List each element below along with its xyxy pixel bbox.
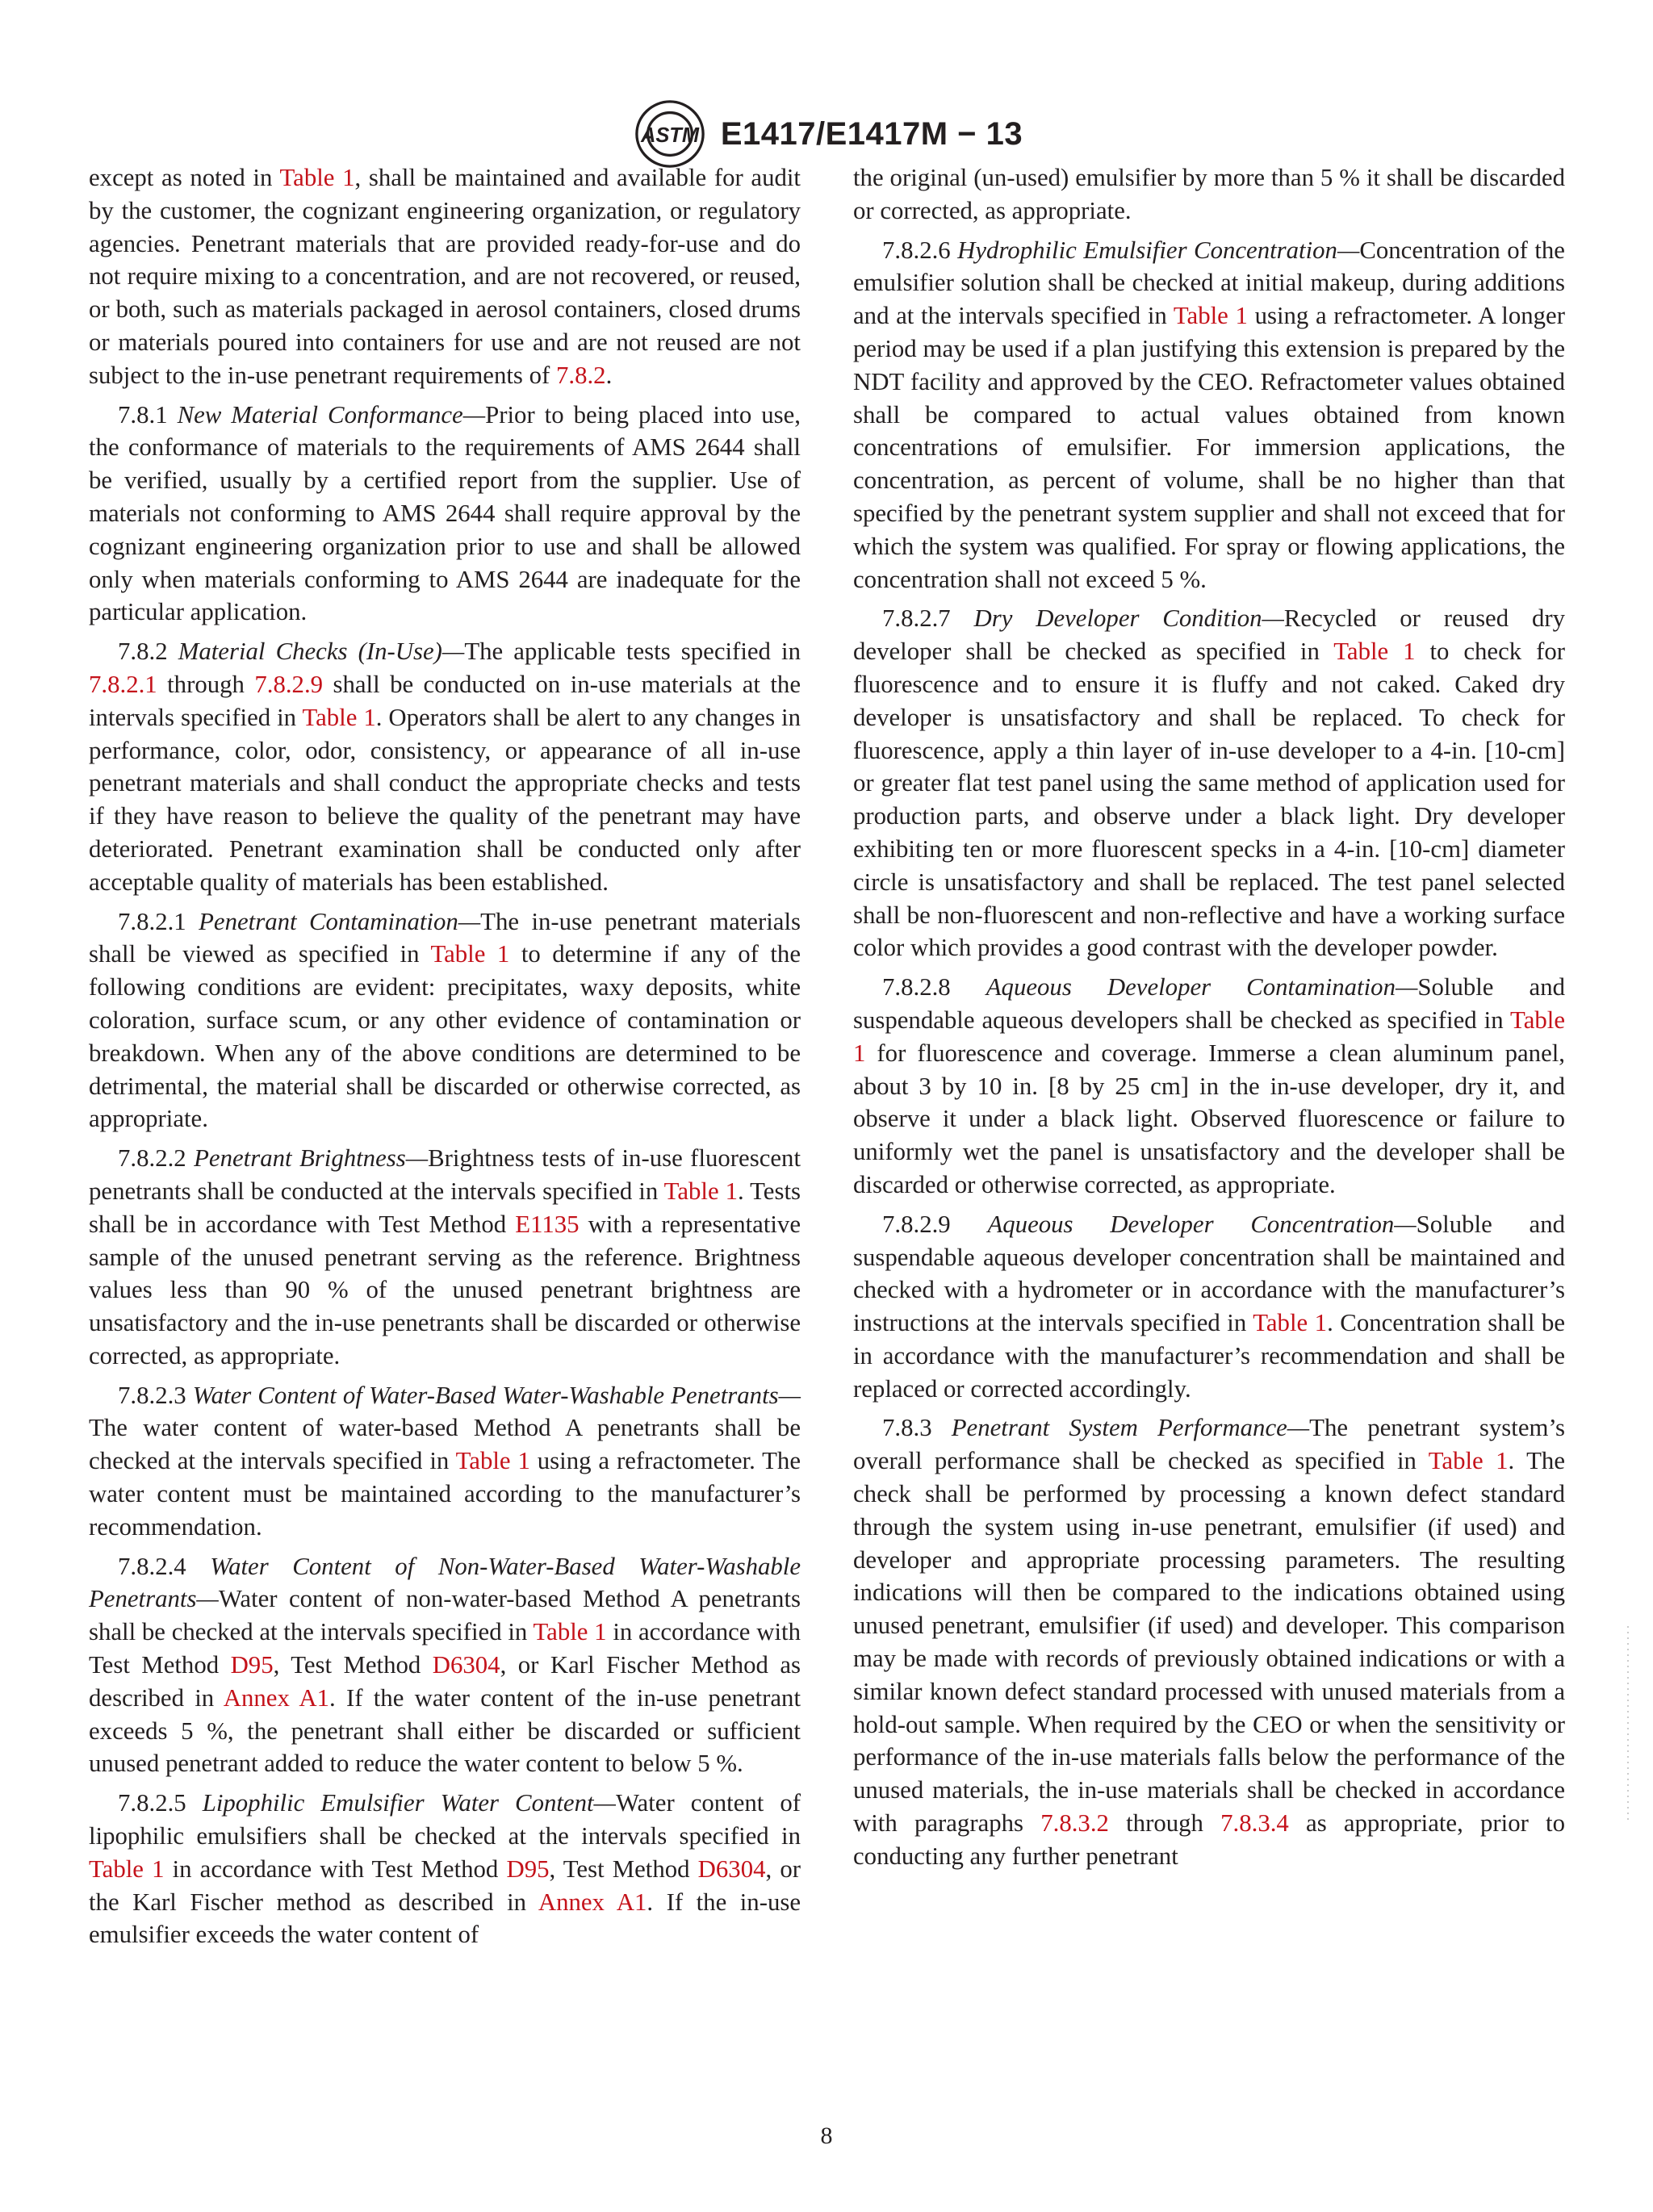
- paragraph-7-8-2-3: 7.8.2.3 Water Content of Water-Based Water-Washable Penetrants—The water content of water-based Method A penetrants shall be checked at the intervals specified in Table 1 using a refractometer. The water content must be maintained according to the manufacturer’s recommendation.: [89, 1381, 801, 1541]
- link-annex-a1[interactable]: Annex A1: [538, 1888, 647, 1916]
- heading-new-material-conformance: New Material Conformance—: [177, 400, 486, 429]
- paragraph-7-8-2-2: 7.8.2.2 Penetrant Brightness—Brightness tests of in-use fluorescent penetrants shall be conducted at the intervals specified in Table 1. Tests shall be in accordance with Test Method E1135 with a representative sample of the unused penetrant serving as the reference. Brightness values less than 90 % of the unused penetrant brightness are unsatisfactory and the in-use penetrants shall be discarded or otherwise corrected, as appropriate.: [89, 1144, 801, 1369]
- link-7-8-2-9[interactable]: 7.8.2.9: [254, 670, 324, 698]
- page-number: 8: [820, 2122, 833, 2149]
- paragraph-7-8-2-1: 7.8.2.1 Penetrant Contamination—The in-use penetrant materials shall be viewed as specified in Table 1 to determine if any of the following conditions are evident: precipitates, waxy deposits, white coloration, surface scum, or any other evidence of contamination or breakdown. When any of the above conditions are determined to be detrimental, the material shall be discarded or otherwise corrected, as appropriate.: [89, 907, 801, 1133]
- astm-logo-icon: [630, 97, 709, 171]
- link-7-8-2[interactable]: 7.8.2: [555, 361, 606, 389]
- link-table-1[interactable]: Table 1: [1253, 1309, 1328, 1337]
- heading-water-content-water-based: Water Content of Water-Based Water-Washable Penetrants—: [192, 1381, 801, 1409]
- paragraph-7-8-2-9: 7.8.2.9 Aqueous Developer Concentration—Soluble and suspendable aqueous developer concentration shall be maintained and checked with a hydrometer or in accordance with the manufacturer’s instructions at the intervals specified in Table 1. Concentration shall be in accordance with the manufacturer’s recommendation and shall be replaced or corrected accordingly.: [853, 1210, 1566, 1403]
- link-7-8-3-2[interactable]: 7.8.3.2: [1040, 1809, 1109, 1838]
- link-e1135[interactable]: E1135: [515, 1210, 580, 1238]
- link-d6304[interactable]: D6304: [432, 1651, 500, 1679]
- right-column: [853, 161, 1565, 1873]
- heading-material-checks: Material Checks (In-Use)—: [178, 638, 465, 666]
- link-table-1[interactable]: Table 1: [1173, 302, 1248, 330]
- paragraph-7-8-2-4: 7.8.2.4 Water Content of Non-Water-Based Water-Washable Penetrants—Water content of non-water-based Method A penetrants shall be checked at the intervals specified in Table 1 in accordance with Test Method D95, Test Method D6304, or Karl Fischer Method as described in Annex A1. If the water content of the in-use penetrant exceeds 5 %, the penetrant shall either be discarded or sufficient unused penetrant added to reduce the water content to below 5 %.: [89, 1552, 801, 1778]
- paragraph-7-8-2-6: 7.8.2.6 Hydrophilic Emulsifier Concentration—Concentration of the emulsifier solution shall be checked at initial makeup, during additions and at the intervals specified in Table 1 using a refractometer. A longer period may be used if a plan justifying this extension is prepared by the NDT facility and approved by the CEO. Refractometer values obtained shall be compared to actual values obtained from known concentrations of emulsifier. For immersion applications, the concentration, as percent of volume, shall be no higher than that specified by the penetrant system supplier and shall not exceed that for which the system was qualified. For spray or flowing applications, the concentration shall not exceed 5 %.: [853, 236, 1565, 593]
- heading-penetrant-brightness: Penetrant Brightness—: [194, 1144, 429, 1173]
- link-table-1[interactable]: Table 1: [533, 1618, 607, 1646]
- link-7-8-3-4[interactable]: 7.8.3.4: [1220, 1809, 1289, 1838]
- link-table-1[interactable]: Table 1: [430, 940, 510, 968]
- paragraph-7-8-2: 7.8.2 Material Checks (In-Use)—The applicable tests specified in 7.8.2.1 through 7.8.2.9 shall be conducted on in-use materials at the intervals specified in Table 1. Operators shall be alert to any changes in performance, color, odor, consistency, or appearance of all in-use penetrant materials and shall conduct the appropriate checks and tests if they have reason to believe the quality of the penetrant may have deteriorated. Penetrant examination shall be conducted only after acceptable quality of materials has been established.: [89, 638, 801, 896]
- heading-hydrophilic-emulsifier-concentration: Hydrophilic Emulsifier Concentration—: [957, 236, 1360, 264]
- paragraph-7-8-2-5-continued: the original (un-used) emulsifier by more than 5 % it shall be discarded or corrected, as appropriate.: [853, 164, 1565, 224]
- paragraph-7-8-1: 7.8.1 New Material Conformance—Prior to being placed into use, the conformance of materials to the requirements of AMS 2644 shall be verified, usually by a certified report from the supplier. Use of materials not conforming to AMS 2644 shall require approval by the cognizant engineering organization prior to use and shall be allowed only when materials conforming to AMS 2644 are inadequate for the particular application.: [89, 400, 801, 626]
- link-table-1[interactable]: Table 1: [1333, 638, 1416, 666]
- link-table-1[interactable]: Table 1: [89, 1854, 165, 1883]
- link-d95[interactable]: D95: [230, 1651, 274, 1679]
- link-table-1[interactable]: Table 1: [853, 1006, 1565, 1067]
- paragraph-7-8-2-7: 7.8.2.7 Dry Developer Condition—Recycled or reused dry developer shall be checked as specified in Table 1 to check for fluorescence and to ensure it is fluffy and not caked. Caked dry developer is unsatisfactory and shall be replaced. To check for fluorescence, apply a thin layer of in-use developer to a 4-in. [10-cm] or greater flat test panel using the same method of application used for production parts, and observe under a black light. Dry developer exhibiting ten or more fluorescent specks in a 4-in. [10-cm] diameter circle is unsatisfactory and shall be replaced. The test panel selected shall be non-fluorescent and non-reflective and have a working surface color which provides a good contrast with the developer powder.: [853, 604, 1565, 962]
- link-d95[interactable]: D95: [506, 1854, 550, 1883]
- link-annex-a1[interactable]: Annex A1: [223, 1683, 330, 1712]
- paragraph-7-8-intro-continued: except as noted in Table 1, shall be maintained and available for audit by the customer, the cognizant engineering organization, or regulatory agencies. Penetrant materials that are provided ready-for-use and do not require mixing to a concentration, and are not recovered, or reused, or both, such as materials packaged in aerosol containers, closed drums or materials poured into containers for use and are not reused are not subject to the in-use penetrant requirements of 7.8.2.: [89, 164, 801, 389]
- link-table-1[interactable]: Table 1: [279, 164, 355, 191]
- heading-water-content-non-water-based: Water Content of Non-Water-Based Water-Washable Penetrants—: [89, 1552, 801, 1613]
- link-table-1[interactable]: Table 1: [663, 1177, 739, 1205]
- heading-aqueous-developer-concentration: Aqueous Developer Concentration—: [987, 1210, 1417, 1238]
- heading-aqueous-developer-contamination: Aqueous Developer Contamination—: [986, 973, 1418, 1001]
- link-table-1[interactable]: Table 1: [455, 1447, 530, 1475]
- margin-license-note: [1626, 1626, 1630, 1824]
- heading-dry-developer-condition: Dry Developer Condition—: [973, 604, 1284, 633]
- heading-penetrant-contamination: Penetrant Contamination—: [199, 907, 481, 935]
- paragraph-7-8-2-8: 7.8.2.8 Aqueous Developer Contamination—Soluble and suspendable aqueous developers shall be checked as specified in Table 1 for fluorescence and coverage. Immerse a clean aluminum panel, about 3 by 10 in. [8 by 25 cm] in the in-use developer, dry it, and observe it under a black light. Observed fluorescence or failure to uniformly wet the panel is unsatisfactory and the developer shall be discarded or otherwise corrected, as appropriate.: [853, 973, 1565, 1198]
- left-column: [89, 161, 801, 1951]
- link-7-8-2-1[interactable]: 7.8.2.1: [89, 670, 157, 698]
- link-table-1[interactable]: Table 1: [302, 703, 376, 731]
- paragraph-7-8-3: 7.8.3 Penetrant System Performance—The penetrant system’s overall performance shall be checked as specified in Table 1. The check shall be performed by processing a known defect standard through the system using in-use penetrant, emulsifier (if used) and developer and appropriate processing parameters. The resulting indications will then be compared to the indications obtained using unused penetrant, emulsifier (if used) and developer. This comparison may be made with records of previously obtained indications or with a similar known defect standard processed with unused materials from a hold-out sample. When required by the CEO or when the sensitivity or performance of the in-use materials falls below the performance of the unused materials, the in-use materials shall be checked in accordance with paragraphs 7.8.3.2 through 7.8.3.4 as appropriate, prior to conducting any further penetrant: [853, 1414, 1565, 1870]
- paragraph-7-8-2-5: 7.8.2.5 Lipophilic Emulsifier Water Content—Water content of lipophilic emulsifiers shall be checked at the intervals specified in Table 1 in accordance with Test Method D95, Test Method D6304, or the Karl Fischer method as described in Annex A1. If the in-use emulsifier exceeds the water content of: [89, 1789, 801, 1949]
- svg-text:ASTM: ASTM: [640, 123, 699, 147]
- heading-penetrant-system-performance: Penetrant System Performance—: [951, 1414, 1310, 1442]
- link-table-1[interactable]: Table 1: [1428, 1447, 1509, 1475]
- link-d6304[interactable]: D6304: [697, 1854, 766, 1883]
- heading-lipophilic-emulsifier-water-content: Lipophilic Emulsifier Water Content—: [202, 1789, 616, 1817]
- standard-designation: E1417/E1417M − 13: [720, 115, 1023, 152]
